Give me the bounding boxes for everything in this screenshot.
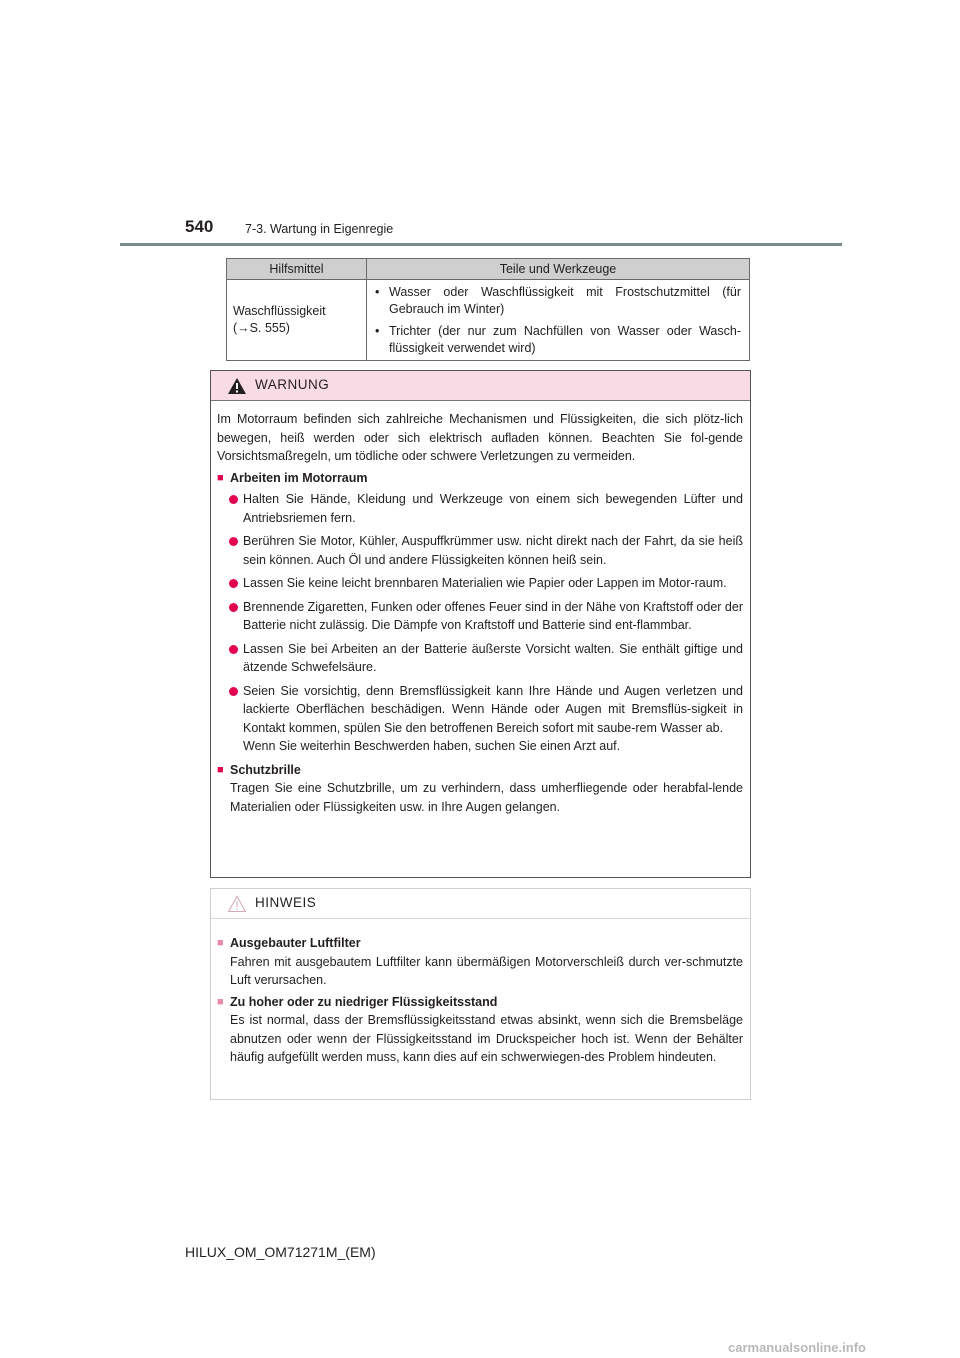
round-bullet-icon — [229, 687, 238, 696]
section-text: Fahren mit ausgebautem Luftfilter kann übermäßigen Motorverschleiß durch ver-schmutzte Luft verursachen. — [230, 954, 743, 987]
item-page-ref: (→S. 555) — [233, 321, 290, 335]
notice-section — [217, 934, 743, 990]
list-item-text: Seien Sie vorsichtig, denn Bremsflüssigkeit kann Ihre Hände und Augen verletzen und lackierte Oberflächen beschädigen. Wenn Hände oder Augen mit Bremsflüs-sigkeit in Kontakt kommen, spülen Sie den betroffenen Bereich sofort mit saube-rem Wasser ab. — [243, 683, 743, 735]
round-bullet-icon — [229, 645, 238, 654]
list-item: • Trichter (der nur zum Nachfüllen von Wasser oder Wasch-flüssigkeit verwendet wird) — [375, 323, 741, 357]
warning-triangle-icon — [227, 377, 247, 395]
warning-header — [211, 371, 750, 401]
list-item-text: Brennende Zigaretten, Funken oder offenes Feuer sind in der Nähe von Kraftstoff oder der Batterie nicht zulässig. Die Dämpfe von Kraftstoff und Batterie sind ent-flammbar. — [243, 599, 743, 632]
warning-section — [217, 761, 743, 817]
list-item — [217, 532, 743, 569]
section-text: Tragen Sie eine Schutzbrille, um zu verhindern, dass umherfliegende oder herabfal-lende Materialien oder Flüssigkeiten usw. in Ihre Augen gelangen. — [230, 781, 743, 814]
section-title: 7-3. Wartung in Eigenregie — [245, 222, 394, 236]
list-item-text: Lassen Sie keine leicht brennbaren Materialien wie Papier oder Lappen im Motor-raum. — [243, 576, 727, 590]
round-bullet-icon — [229, 579, 238, 588]
notice-triangle-icon — [227, 895, 247, 913]
warning-title: WARNUNG — [255, 377, 330, 393]
square-bullet-icon: ■ — [217, 763, 224, 776]
header-rule — [120, 243, 842, 246]
section-text: Es ist normal, dass der Bremsflüssigkeitsstand etwas absinkt, wenn sich die Bremsbeläge abnutzen oder wenn der Flüssigkeitsstand im Druckspeicher hoch ist. Wenn der Behälter häufig aufgefüllt werden muss, kann dies auf ein schwerwiegen-des Problem hindeuten. — [230, 1013, 743, 1064]
watermark: carmanualsonline.info — [728, 1340, 866, 1355]
table-header-cell: Hilfsmittel — [227, 259, 367, 280]
notice-section — [217, 993, 743, 1067]
notice-body — [211, 919, 750, 1067]
table-row — [227, 280, 750, 361]
warning-section — [217, 469, 743, 488]
warning-intro: Im Motorraum befinden sich zahlreiche Mechanismen und Flüssigkeiten, die sich plötz-lich bewegen, heiß werden oder sich elektrisch aufladen können. Beachten Sie fol-gende Vorsichtsmaßregeln, um tödliche oder schwere Verletzungen zu vermeiden. — [217, 412, 743, 463]
round-bullet-icon — [229, 495, 238, 504]
table-header-row — [227, 259, 750, 280]
list-item — [217, 640, 743, 677]
notice-header — [211, 889, 750, 919]
list-item-extra: Wenn Sie weiterhin Beschwerden haben, suchen Sie einen Arzt auf. — [243, 739, 621, 753]
page-number: 540 — [185, 217, 214, 236]
table-cell-item — [227, 280, 367, 361]
section-heading: Arbeiten im Motorraum — [230, 470, 368, 485]
warning-box — [210, 370, 751, 878]
square-bullet-icon: ■ — [217, 471, 224, 484]
list-item — [217, 574, 743, 593]
list-item — [217, 682, 743, 756]
tools-table — [226, 258, 750, 361]
document-code: HILUX_OM_OM71271M_(EM) — [185, 1244, 376, 1260]
list-item — [217, 490, 743, 527]
table-cell-parts — [367, 280, 750, 361]
notice-title: HINWEIS — [255, 895, 317, 911]
notice-box — [210, 888, 751, 1100]
square-bullet-icon: ■ — [217, 995, 224, 1008]
section-heading: Ausgebauter Luftfilter — [230, 936, 361, 950]
item-name: Waschflüssigkeit — [233, 304, 326, 318]
round-bullet-icon — [229, 603, 238, 612]
square-bullet-icon: ■ — [217, 937, 224, 949]
list-item: • Wasser oder Waschflüssigkeit mit Frostschutzmittel (für Gebrauch im Winter) — [375, 284, 741, 318]
round-bullet-icon — [229, 537, 238, 546]
table-header-cell: Teile und Werkzeuge — [367, 259, 750, 280]
list-item-text: Lassen Sie bei Arbeiten an der Batterie äußerste Vorsicht walten. Sie enthält giftige und ätzende Schwefelsäure. — [243, 641, 743, 674]
section-heading: Zu hoher oder zu niedriger Flüssigkeitsstand — [230, 994, 498, 1009]
list-item-text: Berühren Sie Motor, Kühler, Auspuffkrümmer usw. nicht direkt nach der Fahrt, da sie heiß sein können. Auch Öl und andere Flüssigkeiten können heiß sein. — [243, 534, 743, 567]
list-item — [217, 598, 743, 635]
list-item-text: Halten Sie Hände, Kleidung und Werkzeuge von einem sich bewegenden Lüfter und Antriebsriemen fern. — [243, 492, 743, 525]
warning-body — [211, 401, 750, 816]
section-heading: Schutzbrille — [230, 762, 301, 777]
